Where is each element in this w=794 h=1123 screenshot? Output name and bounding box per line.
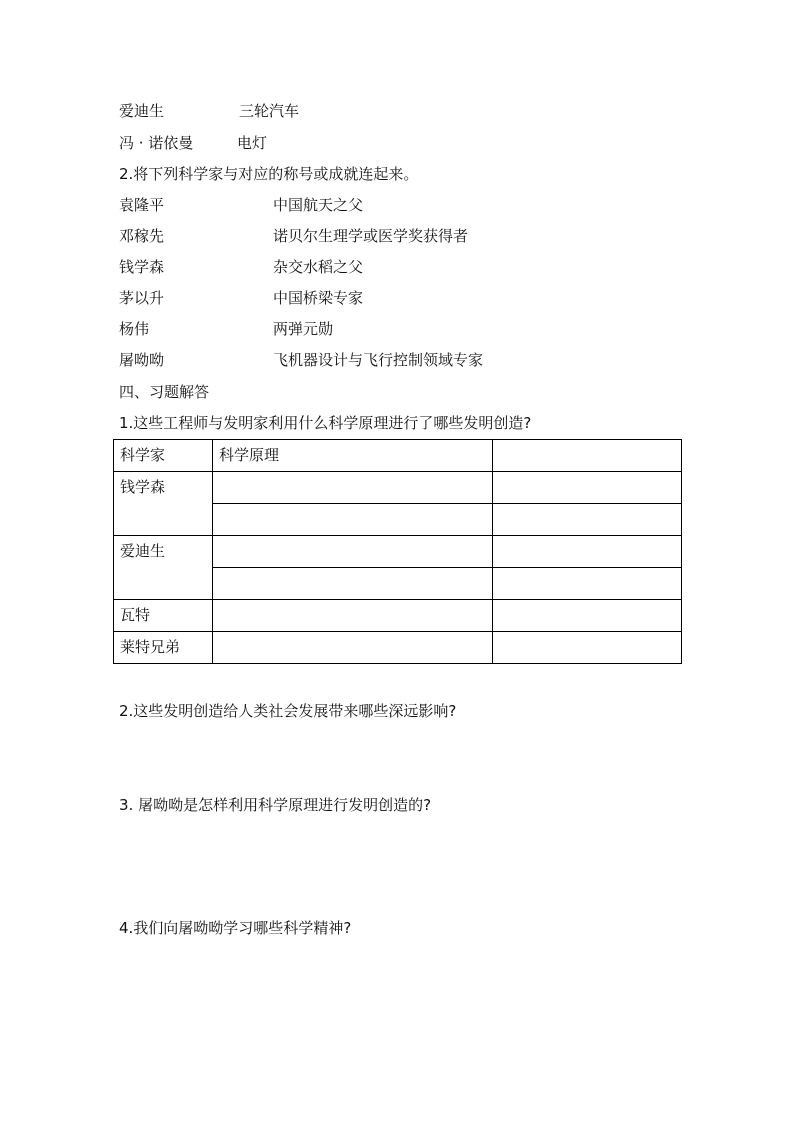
scientist-name: 屠呦呦: [119, 351, 165, 369]
answer-cell[interactable]: [213, 504, 493, 536]
question-4-2: 2.这些发明创造给人类社会发展带来哪些深远影响?: [119, 702, 457, 720]
answer-cell[interactable]: [213, 632, 493, 664]
answer-cell[interactable]: [493, 600, 682, 632]
answer-cell[interactable]: [493, 632, 682, 664]
answer-cell[interactable]: [493, 536, 682, 568]
question-4-4: 4.我们向屠呦呦学习哪些科学精神?: [119, 919, 352, 937]
question-2-title: 2.将下列科学家与对应的称号或成就连起来。: [119, 165, 419, 183]
scientist-name: 袁隆平: [119, 196, 165, 214]
header-invention: [499, 440, 681, 445]
table-header-row: [114, 440, 682, 472]
scientist-name: 钱学森: [119, 258, 165, 276]
achievement-text: 诺贝尔生理学或医学奖获得者: [273, 227, 469, 245]
achievement-text: 飞机器设计与飞行控制领域专家: [273, 351, 484, 369]
pair-right-text: 三轮汽车: [239, 102, 300, 120]
table-row: [114, 632, 682, 664]
scientist-label: 莱特兄弟: [120, 638, 181, 656]
scientist-name: 茅以升: [119, 289, 165, 307]
scientist-cell: [114, 536, 213, 600]
achievement-text: 中国航天之父: [273, 196, 364, 214]
scientist-label: 钱学森: [120, 478, 166, 496]
section-heading: 四、习题解答: [119, 383, 210, 401]
pair-left-text: 爱迪生: [119, 102, 165, 120]
scientist-name: 邓稼先: [119, 227, 165, 245]
achievement-text: 两弹元勋: [273, 320, 334, 338]
question-4-3: 3. 屠呦呦是怎样利用科学原理进行发明创造的?: [119, 796, 432, 814]
pair-left-text: 冯 · 诺依曼: [119, 134, 194, 152]
answer-cell[interactable]: [493, 568, 682, 600]
answer-cell[interactable]: [493, 504, 682, 536]
answer-cell[interactable]: [213, 600, 493, 632]
pair-right-text: 电灯: [237, 134, 268, 152]
answer-cell[interactable]: [213, 472, 493, 504]
answer-table: [113, 439, 682, 664]
header-principle: 科学原理: [219, 446, 280, 464]
scientist-label: 爱迪生: [120, 542, 166, 560]
question-4-1: 1.这些工程师与发明家利用什么科学原理进行了哪些发明创造?: [119, 414, 532, 432]
header-cell: [493, 440, 682, 472]
header-cell: [213, 440, 493, 472]
table-row: [114, 536, 682, 568]
achievement-text: 中国桥梁专家: [273, 289, 364, 307]
scientist-cell: [114, 472, 213, 536]
answer-cell[interactable]: [213, 568, 493, 600]
scientist-label: 瓦特: [120, 606, 151, 624]
scientist-cell: [114, 600, 213, 632]
answer-cell[interactable]: [213, 536, 493, 568]
scientist-cell: [114, 632, 213, 664]
table-row: [114, 600, 682, 632]
achievement-text: 杂交水稻之父: [273, 258, 364, 276]
table-row: [114, 472, 682, 504]
answer-cell[interactable]: [493, 472, 682, 504]
header-cell: [114, 440, 213, 472]
scientist-name: 杨伟: [119, 320, 150, 338]
header-scientist: 科学家: [120, 446, 166, 464]
